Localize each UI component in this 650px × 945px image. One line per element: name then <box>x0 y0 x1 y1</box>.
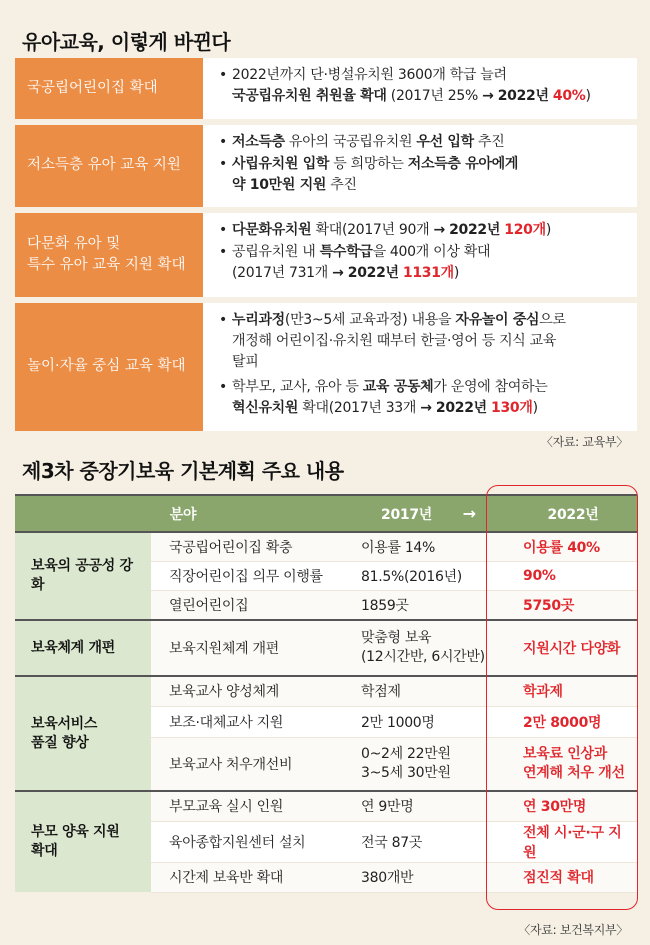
value-line: 보육료 인상과 <box>523 745 607 762</box>
text-red: 1131개 <box>402 265 454 281</box>
text: 개정해 어린이집·유치원 때부터 한글·영어 등 지식 교육 <box>232 333 557 349</box>
text: 을 400개 이상 확대 <box>372 244 491 260</box>
text: ) <box>585 88 591 104</box>
label-line: 특수 유아 교육 지원 확대 <box>27 257 186 273</box>
item-cell: 보육교사 양성체계 <box>151 676 351 706</box>
arrow-icon: → <box>482 88 494 104</box>
row-content <box>203 213 637 297</box>
value-2017 <box>351 737 509 791</box>
value-line: 0~2세 22만원 <box>361 745 451 762</box>
text: 탈피 <box>232 354 259 370</box>
text-bold: 저소득층 유아에게 <box>407 156 519 172</box>
value-line: 연계해 처우 개선 <box>523 764 625 781</box>
item-cell: 열린어린이집 <box>151 591 351 621</box>
text-bold: 사립유치원 입학 <box>232 156 330 172</box>
category-line: 부모 양육 지원 <box>31 824 120 841</box>
text-bold: 자유놀이 중심 <box>455 312 540 328</box>
text: 공립유치원 내 <box>232 244 320 260</box>
header-field: 분야 <box>15 495 351 532</box>
value-2022: 전체 시·군·구 지원 <box>509 821 637 862</box>
bullet-item <box>219 65 625 107</box>
value-2022: 5750곳 <box>509 591 637 621</box>
header-2022: 2022년 <box>509 495 637 532</box>
value-2017 <box>351 620 509 676</box>
row-public-kindergarten <box>15 58 637 119</box>
text-bold: 2022년 <box>497 88 549 104</box>
value-2017: 2만 1000명 <box>351 706 509 737</box>
arrow-icon: → <box>462 503 476 523</box>
text-bold: 다문화유치원 <box>232 222 312 238</box>
section2-title: 제3차 중장기보육 기본계획 주요 내용 <box>22 459 344 483</box>
table-header-row <box>15 495 637 532</box>
text-bold: 우선 입학 <box>416 134 474 150</box>
row-label: 놀이·자율 중심 교육 확대 <box>15 303 203 431</box>
text: 확대(2017년 90개 <box>311 222 430 238</box>
row-content <box>203 58 637 119</box>
text: 으로 <box>539 312 566 328</box>
text: 추진 <box>473 134 505 150</box>
text: ) <box>545 222 551 238</box>
row-label <box>15 213 203 297</box>
text: 추진 <box>326 177 357 193</box>
header-2017-label: 2017년 <box>381 506 432 523</box>
text-bold: 교육 공동체 <box>362 379 434 395</box>
table-row <box>15 791 637 821</box>
item-cell: 직장어린이집 의무 이행률 <box>151 562 351 591</box>
item-cell: 보육교사 처우개선비 <box>151 737 351 791</box>
category-cell: 보육체계 개편 <box>15 620 151 676</box>
text: 2022년까지 단·병설유치원 3600개 학급 늘려 <box>232 67 507 83</box>
bullet-item <box>219 220 625 241</box>
value-2022: 2만 8000명 <box>509 706 637 737</box>
text: 유아의 국공립유치원 <box>284 134 417 150</box>
text: ) <box>532 400 538 416</box>
item-cell: 시간제 보육반 확대 <box>151 862 351 892</box>
value-2022: 이용률 40% <box>509 532 637 562</box>
text: 가 운영에 참여하는 <box>433 379 548 395</box>
text-bold: 혁신유치원 <box>232 400 299 416</box>
text-red: 40% <box>552 88 586 104</box>
category-cell <box>15 791 151 892</box>
bullet-item <box>219 132 625 153</box>
text: (2017년 731개 <box>232 265 329 281</box>
value-line: 3~5세 30만원 <box>361 764 451 781</box>
bullet-item <box>219 154 625 196</box>
bullet-item <box>219 377 625 419</box>
arrow-icon: → <box>433 222 445 238</box>
item-cell: 국공립어린이집 확충 <box>151 532 351 562</box>
arrow-icon: → <box>332 265 344 281</box>
text-bold: 2022년 <box>435 400 487 416</box>
value-2017: 연 9만명 <box>351 791 509 821</box>
item-cell: 보육지원체계 개편 <box>151 620 351 676</box>
value-2022: 점진적 확대 <box>509 862 637 892</box>
row-play-centered <box>15 303 637 431</box>
text: 등 희망하는 <box>329 156 408 172</box>
value-2017: 전국 87곳 <box>351 821 509 862</box>
value-2017: 이용률 14% <box>351 532 509 562</box>
item-cell: 부모교육 실시 인원 <box>151 791 351 821</box>
text-bold: 2022년 <box>347 265 399 281</box>
value-2017: 380개반 <box>351 862 509 892</box>
table-row <box>15 676 637 706</box>
category-cell <box>15 676 151 791</box>
text-bold: 누리과정 <box>232 312 285 328</box>
value-2022: 연 30만명 <box>509 791 637 821</box>
category-cell: 보육의 공공성 강화 <box>15 532 151 620</box>
value-2022: 90% <box>509 562 637 591</box>
category-line: 품질 향상 <box>31 734 89 751</box>
value-line: (12시간반, 6시간반) <box>361 649 485 665</box>
text-bold: 국공립유치원 취원율 확대 <box>232 88 387 104</box>
header-2017 <box>351 495 509 532</box>
section1-title: 유아교육, 이렇게 바뀐다 <box>22 30 231 54</box>
text-bold: 특수학급 <box>319 244 373 260</box>
text-bold: 2022년 <box>449 222 501 238</box>
label-line: 다문화 유아 및 <box>27 235 121 252</box>
arrow-icon: → <box>420 400 432 416</box>
text-bold: 저소득층 <box>232 134 285 150</box>
item-cell: 보조·대체교사 지원 <box>151 706 351 737</box>
row-low-income-support <box>15 125 637 207</box>
education-changes-section <box>15 58 637 437</box>
text: ) <box>453 265 460 281</box>
row-label: 국공립어린이집 확대 <box>15 58 203 119</box>
value-2022: 학과제 <box>509 676 637 706</box>
row-content <box>203 303 637 431</box>
text-red: 120개 <box>504 222 546 238</box>
table-row <box>15 532 637 562</box>
table-row <box>15 620 637 676</box>
row-content <box>203 125 637 207</box>
text: (만3~5세 교육과정) 내용을 <box>284 312 456 328</box>
text: (2017년 25% <box>390 88 478 104</box>
childcare-plan-table <box>15 494 637 893</box>
value-2017: 학점제 <box>351 676 509 706</box>
text-red: 130개 <box>491 400 533 416</box>
row-multicultural-special <box>15 213 637 297</box>
value-2017: 81.5%(2016년) <box>351 562 509 591</box>
value-2022 <box>509 737 637 791</box>
value-2022: 지원시간 다양화 <box>509 620 637 676</box>
text: 확대(2017년 33개 <box>298 400 417 416</box>
text-bold: 약 10만원 지원 <box>232 177 327 193</box>
source-health-welfare-ministry: 〈자료: 보건복지부〉 <box>518 923 628 937</box>
bullet-item <box>219 310 625 373</box>
source-education-ministry: 〈자료: 교육부〉 <box>540 435 628 449</box>
value-line: 맞춤형 보육 <box>361 630 432 646</box>
text: 학부모, 교사, 유아 등 <box>232 379 363 395</box>
value-2017: 1859곳 <box>351 591 509 621</box>
row-label: 저소득층 유아 교육 지원 <box>15 125 203 207</box>
category-line: 보육서비스 <box>31 715 98 732</box>
bullet-item <box>219 242 625 284</box>
category-line: 확대 <box>31 843 58 859</box>
item-cell: 육아종합지원센터 설치 <box>151 821 351 862</box>
